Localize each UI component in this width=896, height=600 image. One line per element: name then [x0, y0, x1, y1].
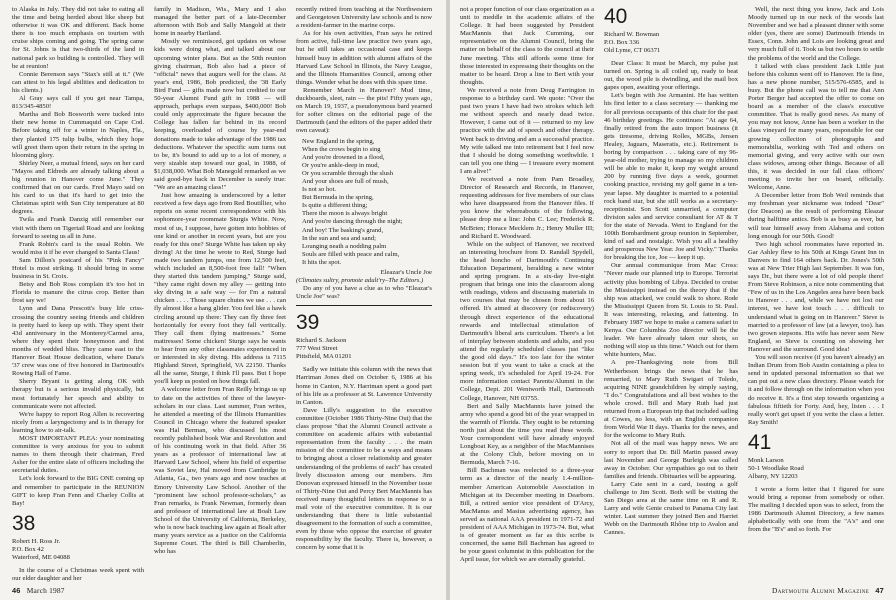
class-note-paragraph: Al Gray says call if you get near Tampa, 813/345-4850!: [12, 95, 144, 111]
poem-line: It hits the spot.: [302, 258, 342, 266]
class-note-paragraph: Sherry Bryant is getting along OK with therapy but is a serious invalid physically, but most fortunately her speech and ability to communicate were not affected.: [12, 378, 144, 410]
class-note-paragraph: A welcome letter from Fran Reilly brings us up to date on the activities of three of the lawyer-scholars in our class. Last summer, Fran writes, he attended a meeting of the Illinois Humanities Council in Chicago where the featured speaker was Hal Berman, who discussed his most recently published book War and Revolution and of his continuing work in that field. After 36 years as a professor of international law at Harvard Law School, where his field of expertise was Soviet law, Hal moved from Cambridge to Atlanta, Ga., two years ago and now teaches at Emory University Law School. Another of the "prominent law school professor-scholars," as Fran remarks, is Frank Newman, formerly dean and professor of international law at Boalt Law School of the University of California, Berkeley, who is now back teaching law again at Boalt after many years service as a justice on the California Supreme Court. The third is Bill Chamberlin, who has: [154, 386, 286, 556]
poem-line: Lounging neath a nodding palm: [302, 242, 387, 250]
class-note-paragraph: We're happy to report Rog Allen is recovering nicely from a laryngectomy and is in therapy for learning how to air-talk.: [12, 410, 144, 434]
class-year-heading: 39: [296, 311, 320, 335]
class-note-paragraph: Twila and Frank Danzig still remember our visit with them on Tigertail Road and are looking forward to seeing us all in June.: [12, 216, 144, 240]
address-line: Old Lyme, CT 06371: [604, 47, 661, 54]
class-note-paragraph: You will soon receive (if you haven't already) an Indian Drum from Bob Austin containing a plea to send in updated personal information so that we can put out a new class directory. Please watch for it and follow through on the information when you do receive it. It's a first step towards organizing a fabulous fiftieth for Forty. And, hey, listen . . . I really won't get upset if you write the class a letter. Ray Smith!: [748, 354, 884, 426]
class-note-paragraph: I talked with class president Jack Little just before this column went off to Hanover. He is fine, has a new phone number, 515/576-6585, and is busy. But the phone call was to tell me that Ann Porter Berger had accepted the offer to come on board as a member of the class's executive committee. That is really good news. As many of you may not know, Anne has been a worker in the class vineyard for many years, responsible for our growing collection of photographs and memorabilia, working with Ted and others on memorial giving, and very active with our own class widows, among other things. Because of all this, it was decided in our fall class officers' meeting to invite her on board, officially. Welcome, Anne.: [748, 62, 884, 192]
class-note-paragraph: Remember March in Hanover? Mud time, duckboards, sleet, rain — the pits! Fifty years ago, on March 19, 1937, a pseudonymous bard yearned for softer climes on the editorial page of the Dartmouth (and the editors of the paper added their own caveat):: [296, 86, 432, 135]
right-page-footer: [772, 586, 884, 595]
poem-line: New England in the spring,: [302, 137, 375, 145]
class-note-paragraph: Our annual communique from Mac Cross: "Never made our planned trip to Europe. Terrorist activity plus bombing of Libya. Decided to cruise the Mississippi instead on the theory that if the ship was attacked, we could walk to shore. Rode the Mississippi Queen from St. Louis to St. Paul. It was interesting, relaxing, and fattening. In February 1987 we hope to make a camera safari to Kenya. Our Columbia Zoo director will be the leader. We have already taken our shots, so nothing will stop us this time." Watch out for them white hunters, Mac.: [604, 262, 738, 359]
address-line: Albany, NY 12203: [748, 472, 798, 480]
address-line: 777 West Street: [296, 345, 338, 353]
magazine-title: Dartmouth Alumni Magazine: [772, 586, 870, 595]
poem: [302, 138, 432, 268]
column-6: [748, 6, 884, 534]
class-note-paragraph: Not all of the mail was happy news. We are sorry to report that Dr. Bill Martin passed away last November and George Burleigh was called away in October. Our sympathies go out to their families and friends. Obituaries will be appearing.: [604, 440, 738, 480]
class-note-paragraph: Mostly we reminisced, got updates on whose kids were doing what, and talked about our upcoming winter plans. But as the 50th reunion giving chairman, Bob also had a piece of "official" news that augurs well for the class. At year's end, 1986, Bob predicted, the '38 Early Bird Fund — gifts made now but credited to our 50-year Alumni Fund gift in 1988 — will approach, perhaps even surpass, $400,000! Bob could only approximate the figure because the College has fallen far behind in its record keeping, overloaded of course by year-end donations made to take advantage of the 1986 tax deductions. Whatever the specific sum turns out to be, it's bound to add up to a lot of money, a very sizable step toward our goal, in 1988, of $1,038,000. What Bob Manegold remarked as we said good-bye back in December is surely true: "We are an amazing class!": [154, 38, 286, 192]
address-line: Richard S. Jackson: [296, 337, 347, 345]
class-note-paragraph: In the course of a Christmas week spent with our elder daughter and her: [12, 566, 144, 582]
poem-line: And boy! The basking's grand,: [302, 226, 384, 234]
class-note-paragraph: Connie Berenson says "Stax's still at it." (We can attest to his legal abilities and dedication to his clients.): [12, 70, 144, 94]
poem-line: When the crows begin to sing: [302, 145, 381, 153]
column-4: [460, 6, 594, 564]
class-note-paragraph: Lynn and Dana Prescott's busy life criss-crossing the country seeing friends and children is pretty hard to keep up with. They spent their 43d anniversary in the Monterey/Carmel area, where they spent their honeymoon and first months of wedded bliss. They came east to the Hanover Boat House dedication, where Dana's '37 crew was one of five honored in Dartmouth's Rowing Hall of Fame.: [12, 305, 144, 378]
class-note-paragraph: Bert and Sally MacMannis have joined the army who spend a good bit of the year wrapped in the warmth of Florida. They ought to be returning north just about the time you read these words. Your correspondent will have already enjoyed Longboat Key, as a neighbor of the MacMannises at the Colony Club, before moving on to Bermuda, March 7-16.: [460, 402, 594, 467]
column-1-body: [12, 6, 144, 508]
class-note-paragraph: Larry Cate sent in a card, issuing a golf challenge to Jim Scott. Both will be visiting the San Diego area at the same time on R and R. Larry and wife Genie cruised to Panama City last winter. Last summer they joined Ben and Harriet Webb on the Dartmouth Rhône trip to Avalon and Cannes.: [604, 480, 738, 537]
poem-line: Is not so hot.: [302, 186, 337, 194]
class-note-paragraph: Martha and Bob Bosworth were tucked into their new home in Cummaquid on Cape Cod. Before taking off for a winter in Naples, Fla., they planted 175 tulip bulbs, which they hope will greet them upon their return in the spring in blooming glory.: [12, 111, 144, 159]
left-page-footer: [12, 586, 65, 595]
editors-caveat: (Climates sultry, promote adult'ry–The Editors.): [296, 277, 424, 285]
column-3: [296, 6, 432, 553]
issue-date: March 1987: [26, 586, 65, 595]
class-note-paragraph: Dear Class: It must be March, my pulse just turned on. Spring is all coiled up, ready to beat out, the wood pile is dwindling, and the mail box gapes open, awaiting your offerings.: [604, 60, 738, 92]
class-secretary-address: [748, 457, 884, 481]
poem-line: Or you're ankle-deep in mud,: [302, 161, 380, 169]
class-note-paragraph: MOST IMPORTANT PLEA: your nominating committee is very anxious for you to submit names to them through their chairman, Fred Asher for the entire slate of officers including the secretarial duties.: [12, 434, 144, 475]
address-line: Robert H. Ross Jr.: [12, 537, 61, 545]
class-note-paragraph: Shirley Neer, a mutual friend, says on her card "Mayos and Eldreds are already talking about a big reunion in Hanover come June." They confirmed that on our cards. Fred Mayo said on his card to us that it's hard to get into the Christmas spirit with Sun City temperature at 80 degrees.: [12, 159, 144, 216]
class-note-paragraph: We received a note from Pam Broadley, Director of Research and Records, in Hanover, requesting addresses for five members of our class who have disappeared from the Hanover files. If you know the whereabouts of the following, please drop me a line: John C. Lee; Frederick R. McBrien; Horace Mecklem Jr.; Henry Muller III; and Richard E. Woodward.: [460, 175, 594, 240]
column-2: [154, 6, 286, 556]
left-page: [0, 0, 446, 600]
class-note-paragraph: Let's look forward to the BIG ONE coming up and remember to participate in the REUNION GIFT to keep Fran Fenn and Charley Collis at Bay!: [12, 475, 144, 507]
class-note-paragraph: Sadly we initiate this column with the news that Harriman Jones died on October 6, 1986 at his home in Canton, N.Y. Harriman spent a good part of his life as a professor at St. Lawrence University in Canton.: [296, 366, 432, 406]
address-line: Richard W. Bowman: [604, 31, 660, 38]
address-line: Monk Larson: [748, 456, 784, 464]
poem-line: There the moon is always bright: [302, 210, 388, 218]
class-year-heading: 41: [748, 430, 772, 454]
address-line: 50-1 Woodlake Road: [748, 464, 804, 472]
poem-line: And you're drowned in a flood,: [302, 153, 385, 161]
poem-line: Souls are filled with peace and calm,: [302, 250, 400, 258]
poem-signature: Eleazar's Uncle Joe: [380, 269, 432, 276]
class-secretary-address: [604, 31, 738, 55]
address-line: P.O. Box 42: [12, 545, 44, 553]
class-note-paragraph: Let's begin with Joe Armanini. He has written his first letter to a class secretary — thanking me for all previous occupants of this chair for the past 46 birthday greetings. He continues: "At age 64, finally retired from the auto import business (it gets tiresome, driving Rolles, MGBs, Jensen Healey, Jaguars, Maseratis, etc.). Retirement is boring by comparison . . . taking care of my 96-year-old mother, trying to manage so my children will be able to make it, keep my weight around 200 by running five days a week, gourmet cooking practice, revising my golf game in a ten-year lapse. My daughter is married to a potential rock band star, but she still works as a secretary-receptionist. Son Scott unmarried, a computer division sales and service consultant for AT & T for the state of Nevada. Went to England for the 100th Bombardment group reunion in September, kind of sad and nostalgic. Wish you all a healthy and prosperous New Year. Joe and Vicky." Thanks for breaking the ice, Joe — keep it up.: [604, 92, 738, 262]
class-note-paragraph: Betsy and Bob Ross complain it's too hot in Florida to manure the citrus crop. Better than frost say we!: [12, 281, 144, 305]
class-note-paragraph: to Alaska in July. They did not take to eating all the time and being herded about like sheep but otherwise it was OK and different. Back home there is too much emphasis on tourism with cruise ships coming and going. The spring came for St. Johns is that two-thirds of the land in national park so building is controlled. They will be at reunion!: [12, 6, 144, 70]
class-year-heading: 38: [12, 511, 36, 535]
class-note-paragraph: A pre-Thanksgiving note from Bill Wetherbeson brings the news that he has remarried, to Mary Ruth Swigart of Toledo, acquiring NINE grandchildren by simply saying, "I do." Congratulations and all best wishes to the whole crowd. Bill and Mary Ruth had just returned from a European trip that included sailing at Cowes, no less, with an English companion from World War II days. Thanks for the news, and for the welcome to Mary Ruth.: [604, 359, 738, 440]
class-note-paragraph: Just how amazing is underscored by a letter received a few days ago from Red Boutillier, who reports on some recent correspondence with his sophomore-year roommate Sturgis White. Now, most of us, I suppose, have gotten into hobbies of one kind or another in recent years, but are you ready for this one? Sturge White has taken up sky diving! At the time he wrote to Red, Sturge had made two tandem jumps, one from 12,500 feet, which included an 8,500-foot free fall! "When they started this tandem jumping," Sturge said, "they came right down my alley — getting into sky diving in a safe way — for I'm a natural chicken . . . . Those square chutes we use . . . can fly almost like a hang glider. You feel like a hawk circling around up there: They can fly three feet horizontally for every foot they fall vertically. They call them flying mattresses." Some mattresses! Some chicken! Sturge says he wants to hear from any other classmates experienced in or interested in sky diving. His address is 7115 Highland Street, Springfield, VA 22150. Thanks all the same, Sturge, I think I'll pass. But I hope you'll keep us posted on how things fall.: [154, 192, 286, 386]
class-note-paragraph: We received a note from Doug Farrington in response to a birthday card. We quote: "Over the past two years I have had two strokes which left me without speech and nearly dead twice. However, I came out of it — returned to my law practice with the aid of speech and other therapy. Went back to driving and am a successful practice. My wife talked me into retirement but I feel now that I should be doing something worthwhile. I can tell you one thing — I treasure every moment I am alive!": [460, 86, 594, 175]
page-number: 46: [12, 586, 21, 595]
class-note-paragraph: Dave Lilly's suggestion to the executive committee (October 1986 Thirty-Nine Out) that the class propose "that the Alumni Council activate a committee on academic affairs with substantial representation from the faculty . . . the main mission of the committee to be a ways and means to bringing about a closer relationship and greater understanding of the problems of each" has created lively discussion among our members. Jim Donovan expressed himself in the November issue of Thirty-Nine Out and Percy Bert MacMannis has received many thoughtful letters in response to a mail vote of the executive committee. It is our understanding that there is little substantial disagreement to the formation of such a committee, even by those who oppose the exercise of greater responsibility by the faculty. There is, however, a concern by some that it is: [296, 406, 432, 552]
address-line: P.O. Box 336: [604, 39, 640, 46]
address-line: Waterford, ME 04088: [12, 553, 70, 561]
page-number: 47: [875, 586, 884, 595]
class-note-paragraph: family in Madison, Wis., Mary and I also managed the better part of a late-December afternoon with Bob and Sally Mangold at their home in nearby Hartland.: [154, 6, 286, 38]
section-divider: [296, 305, 432, 306]
class-note-paragraph: As for his own activities, Fran says he retired from active, full-time law practice two years ago, but he still takes an occasional case and keeps himself busy in addition with alumni affairs of the Harvard Law School in Illinois, the Navy League, and the Illinois Humanities Council, among other things. Wonder what he does with this spare time.: [296, 30, 432, 86]
class-year-heading: 40: [604, 5, 628, 28]
class-note-paragraph: While on the subject of Hanover, we received an interesting brochure from D. Randall Spydell, the head honcho of Dartmouth's Continuing Education Department, heralding a new winter and spring program. In a six-day live-night program that brings one into the classroom along with readings, videos and discussing materials in two courses that may be chosen from about 16 offered. It's aimed at discovery (or rediscovery) through direct experience of the educational rewards and intellectual stimulation of Dartmouth's liberal arts curriculum. There's a lot of interplay between students and adults, and you attend the regularly scheduled classes just "like the good old days." It's too late for the winter session but if you want to take a crack at the spring week, it's scheduled for April 19-24. For more information contact Parents/Alumni in the College, Dept. 201 Wentworth Hall, Dartmouth College, Hanover, NH 03755.: [460, 240, 594, 402]
class-note-paragraph: Frank Robin's card is the usual Robin. We would miss it if he ever changed to Santa Claus!: [12, 240, 144, 256]
poem-line: Is quite a different thing;: [302, 202, 368, 210]
poem-line: In the sun and sea and sand;: [302, 234, 376, 242]
class-note-paragraph: I wrote a form letter that I figured for sure would bring a reponse from somebody or other. The mailing I decided upon was to select, from the 1986 Dartmouth Alumni Directory, a few names alphabetically with one from the "A's" and one from the "B's" and so forth. For: [748, 485, 884, 534]
class-secretary-address: [12, 538, 144, 562]
column-1: [12, 6, 144, 583]
address-line: Pittsfield, MA 01201: [296, 353, 352, 361]
class-secretary-address: [296, 337, 432, 361]
class-note-paragraph: recently retired from teaching at the Northwestern and Georgetown University law schools and is now a resident-farmer in the marine corps.: [296, 6, 432, 30]
poem-line: But Bermuda in the spring,: [302, 194, 374, 202]
class-note-paragraph: not a proper function of our class organization as a unit to meddle in the academic affairs of the College. It had been suggested by President MacMannis that Jack Cumming, our representative on the Alumni Council, bring the matter on behalf of the class to the council at their June meeting. This still affords some time for those interested in expressing their thoughts on the matter to be heard. Drop a line to Bert with your thoughts.: [460, 6, 594, 86]
class-note-paragraph: Do any of you have a clue as to who "Eleazar's Uncle Joe" was?: [296, 285, 432, 301]
class-note-paragraph: Bill Bachman was reelected to a three-year term as a director of the nearly 1.4-million-member American Automobile Association in Michigan at its December meeting in Dearborn. Bill, a retired senior vice president of D'Arcy, MacManus and Masius advertising agency, has served as national AAA president in 1971-72 and president of AAA Michigan in 1973-74. But, what is of greater moment as far as this scribe is concerned, the same Bill Bachman has agreed to be your guest columnist in this publication for the April issue, for which we are eternally grateful.: [460, 467, 594, 564]
right-page: [450, 0, 896, 600]
class-note-paragraph: Two high school roommates have reported in. Gar Ashley flew to his 50th at Kings Grant Inn in Danvers to find 164 others back. Dr. Jones's 50th was at New Trier High last September. It was fun, says Dr., but there were a lot of old people there! From Steve Robinson, a nice note commenting that "Few of us in the Los Angeles area have been back to Hanover . . . and, while we have not lost our interest, we have lost touch . . . difficult to understand what is going on in Hanover." Steve is married to a professor of law (at a lawyer, too). has two grown stepsons. His wife has never seen New England, so Steve is counting on showing her Hanover and the surround. Good idea!: [748, 240, 884, 353]
poem-line: And your shoes are full of mush,: [302, 177, 389, 185]
class-note-paragraph: Well, the next thing you know, Jack and Lois Moody turned up in our neck of the woods last November and we had a pleasant dinner with some older (yes, there are some) Dartmouth friends in Essex, Conn. John and Lois are looking great and very much full of it. Took us but two hours to settle the problems of the world and the College.: [748, 6, 884, 62]
class-note-paragraph: A December letter from Bob Weil reminds that my freshman year nickname was indeed "Dear" (for Deacon) as the result of performing Eleazar during halftime antics. Bob is as busy as ever, but will tear himself away from Alabama and cotton long enough for our 50th. Good!: [748, 192, 884, 240]
poem-line: And you're dancing through the night;: [302, 218, 403, 226]
column-5: [604, 6, 738, 538]
class-note-paragraph: Sam Dillon's postcard of his "Pink Fancy" Hotel is most striking. It should bring in some business in St. Croix.: [12, 256, 144, 281]
poem-line: Or you scramble through the slush: [302, 169, 394, 177]
